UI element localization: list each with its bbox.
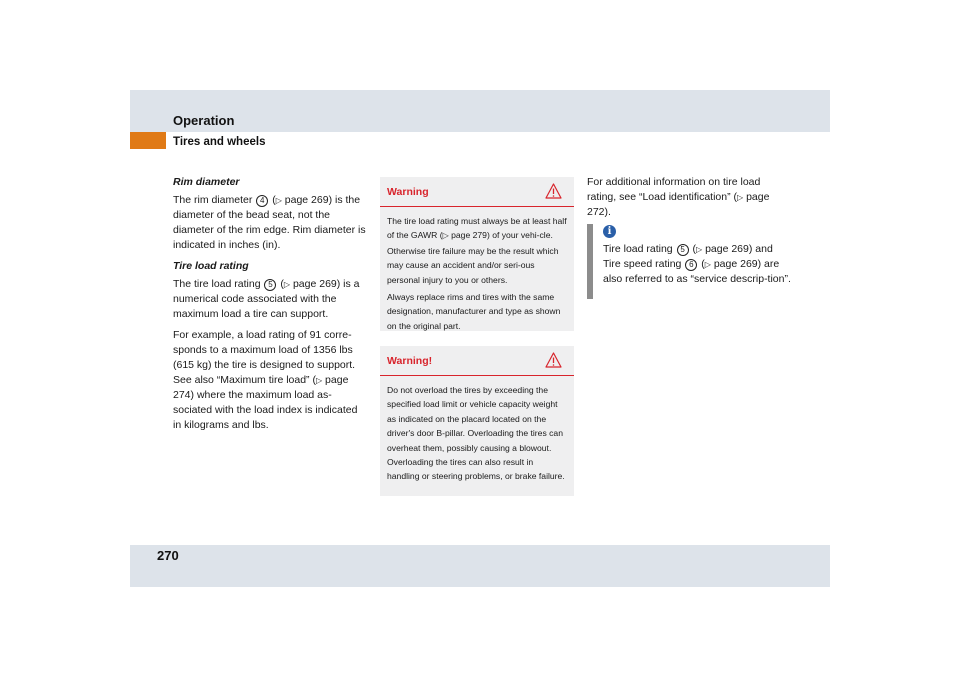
info-note-text: [603, 242, 793, 287]
text-span: The rim diameter: [173, 194, 256, 206]
warning-title: Warning!: [387, 355, 433, 367]
warning-box: [380, 177, 574, 331]
warning-header: [380, 177, 574, 207]
callout-number: 5: [677, 244, 689, 256]
text-span: ) is the diameter of the bead seat, not the diameter of the rim edge. Rim diameter is indicated in inches (in).: [173, 194, 366, 251]
warning-box-overload: [380, 346, 574, 496]
text-span: The tire load rating must always be at least half of the GAWR (: [387, 216, 567, 241]
text-span: (: [689, 243, 696, 255]
triangle-right-icon: ▷: [737, 193, 744, 202]
text-span: (: [269, 194, 276, 206]
page-reference-link[interactable]: page 272: [587, 191, 770, 218]
text-span: The tire load rating: [173, 278, 264, 290]
warning-paragraph: Always replace rims and tires with the same designation, manufacturer and type as shown on the original part.: [387, 292, 561, 331]
text-span: ) are also referred to as “service descrip-tion”.: [603, 258, 791, 285]
rim-diameter-text: [173, 193, 368, 253]
header-band: [130, 90, 830, 132]
warning-header: [380, 346, 574, 376]
triangle-right-icon: ▷: [283, 280, 291, 289]
text-span: Tire load rating: [603, 243, 676, 255]
section-title: Operation: [173, 113, 235, 128]
text-span: ).: [604, 206, 611, 218]
rim-diameter-heading: Rim diameter: [173, 176, 240, 188]
text-span: (: [698, 258, 705, 270]
triangle-right-icon: ▷: [442, 231, 449, 241]
triangle-right-icon: ▷: [704, 260, 711, 269]
triangle-right-icon: ▷: [315, 376, 323, 385]
triangle-right-icon: ▷: [695, 245, 703, 254]
text-span: (: [277, 278, 284, 290]
load-rating-example-text: [173, 328, 368, 433]
warning-title: Warning: [387, 186, 429, 198]
text-span: ) and Tire speed rating: [603, 243, 773, 270]
page-number: 270: [157, 548, 179, 563]
callout-number: 5: [264, 279, 276, 291]
text-span: For example, a load rating of 91 corre-sponds to a maximum load of 1356 lbs (615 kg) the tire is designed to support. See also “Maximum tire load” (: [173, 329, 356, 386]
left-column: [173, 175, 368, 439]
page-reference-link[interactable]: page 269: [705, 243, 749, 255]
warning-triangle-icon: [545, 183, 562, 199]
info-icon: i: [603, 225, 616, 238]
text-span: For additional information on tire load rating, see “Load identification” (: [587, 176, 761, 203]
warning-paragraph: Do not overload the tires by exceeding the specified load limit or vehicle capacity weight as indicated on the placard located on the driver's door B-pillar. Overloading the tires can overheat them, possibly causing a blowout. Overloading the tires can also result in handling or steering problems, or brake failure.: [387, 385, 565, 482]
subsection-title: Tires and wheels: [173, 136, 266, 148]
page-reference-link[interactable]: page 279: [451, 230, 487, 241]
additional-info-text: [587, 175, 787, 220]
warning-triangle-icon: [545, 352, 562, 368]
footer-band: [130, 545, 830, 587]
warning-body: [380, 376, 574, 484]
triangle-right-icon: ▷: [275, 196, 282, 205]
callout-number: 6: [685, 259, 697, 271]
page-reference-link[interactable]: page 269: [292, 278, 337, 290]
right-column: [587, 175, 787, 226]
page-reference-link[interactable]: page 274: [173, 374, 349, 401]
tire-load-rating-text: [173, 277, 368, 322]
section-marker-tab: [130, 132, 166, 149]
warning-body: [380, 207, 574, 333]
text-span: ) where the maximum load as-sociated with the load index is indicated in kilograms and lbs.: [173, 389, 358, 431]
page-reference-link[interactable]: page 269: [284, 194, 329, 206]
text-span: ) is a numerical code associated with the maximum load a tire can support.: [173, 278, 360, 320]
tire-load-rating-heading: Tire load rating: [173, 260, 249, 272]
callout-number: 4: [256, 195, 268, 207]
info-note-bar: [587, 224, 593, 299]
page-reference-link[interactable]: page 269: [713, 258, 758, 270]
warning-paragraph: [387, 214, 567, 287]
text-span: ) of your vehi-cle. Otherwise tire failure may be the result which may cause an accident and/or seri-ous personal injury to you or others.: [387, 230, 559, 285]
